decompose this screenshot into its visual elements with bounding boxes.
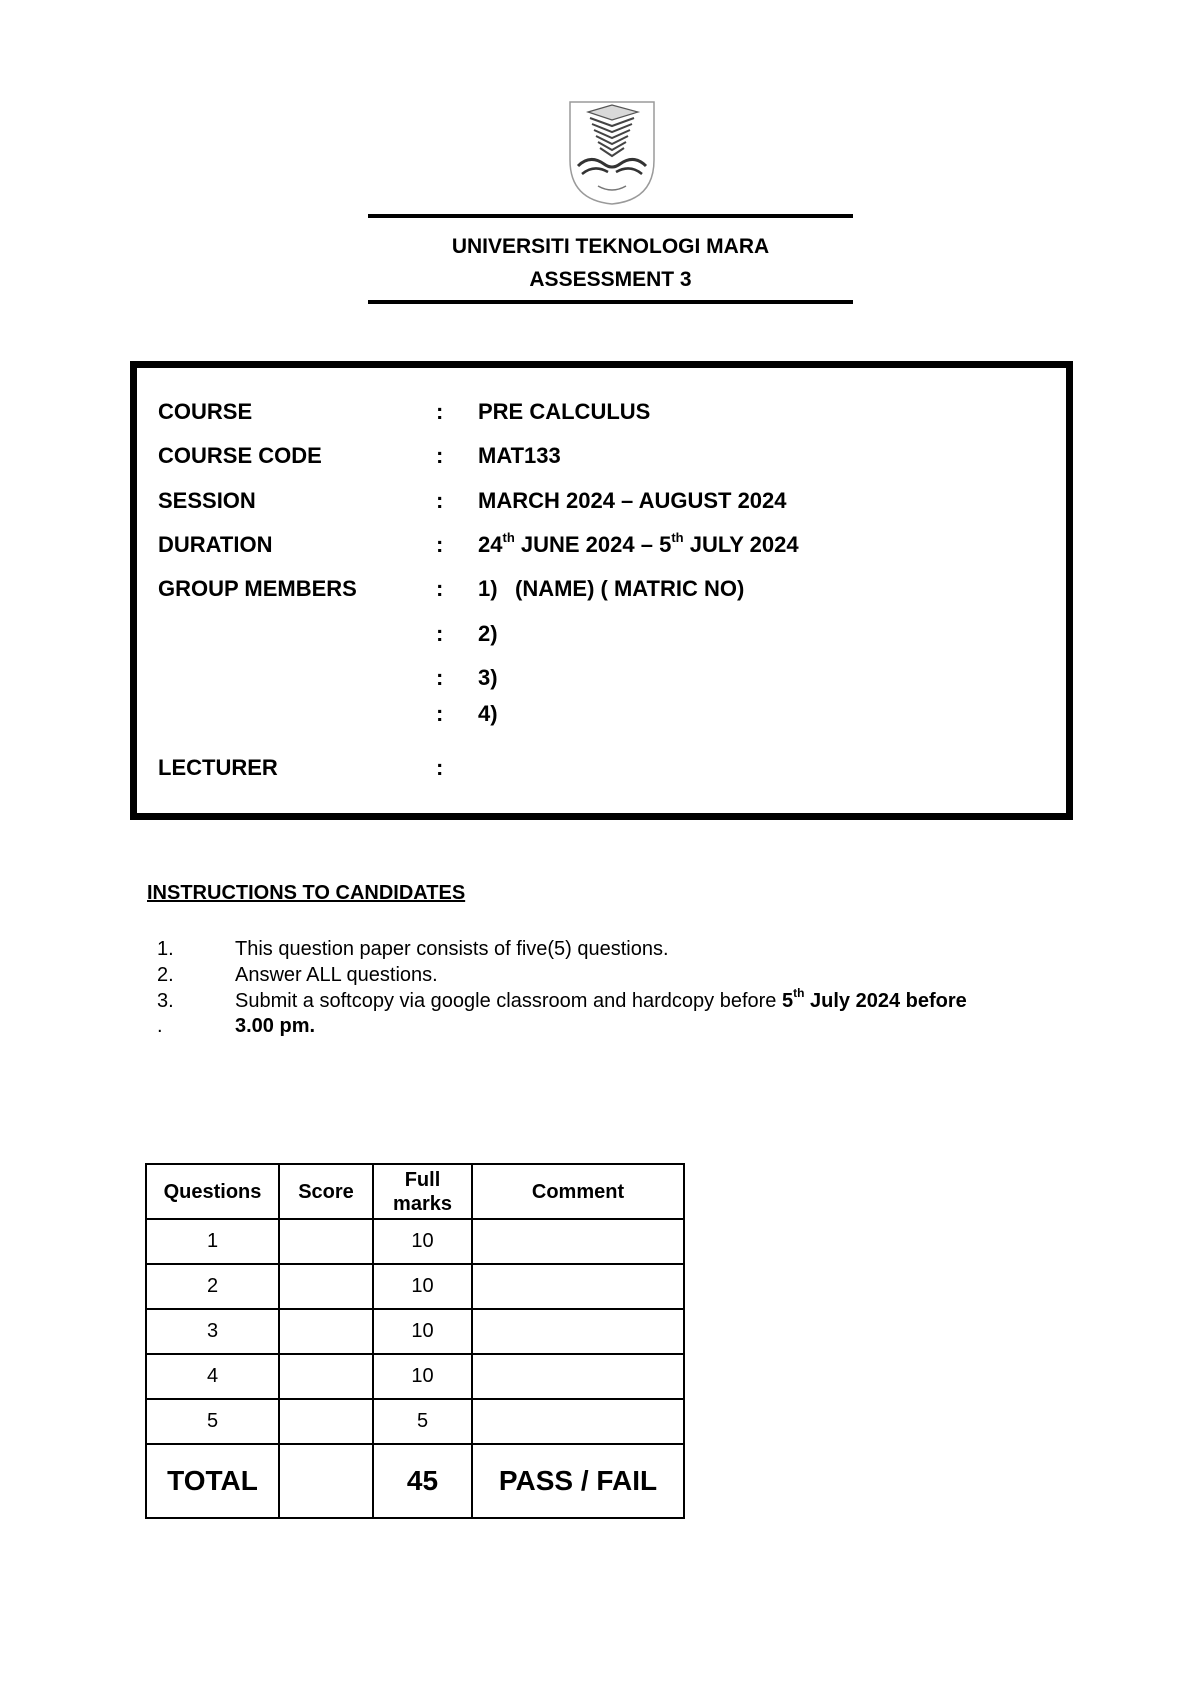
course-label: COURSE	[158, 399, 253, 424]
university-name: UNIVERSITI TEKNOLOGI MARA	[451, 235, 770, 258]
colon: :	[436, 701, 444, 726]
instruction-text: Submit a softcopy via google classroom and hardcopy before 5th July 2024 before	[235, 986, 967, 1012]
instruction-text: Answer ALL questions.	[235, 964, 438, 986]
table-total-row	[146, 1444, 684, 1518]
score-cell[interactable]	[279, 1264, 373, 1309]
column-header-score: Score	[279, 1164, 373, 1219]
table-row	[146, 1264, 684, 1309]
table-header-row	[146, 1164, 684, 1219]
score-cell[interactable]	[279, 1354, 373, 1399]
score-table	[145, 1163, 685, 1519]
instruction-number: 3.	[157, 990, 174, 1012]
lecturer-label: LECTURER	[158, 755, 278, 780]
total-full-marks: 45	[373, 1444, 472, 1518]
table-row	[146, 1354, 684, 1399]
colon: :	[436, 532, 444, 557]
course-code-label: COURSE CODE	[158, 443, 322, 468]
column-header-questions: Questions	[146, 1164, 279, 1219]
total-result: PASS / FAIL	[472, 1444, 684, 1518]
session-value: MARCH 2024 – AUGUST 2024	[478, 488, 787, 513]
uitm-crest-icon	[568, 100, 656, 206]
member-number: 3)	[478, 665, 498, 690]
instruction-text: This question paper consists of five(5) questions.	[235, 938, 669, 960]
score-cell[interactable]	[279, 1219, 373, 1264]
full-marks-cell: 5	[373, 1399, 472, 1444]
course-value: PRE CALCULUS	[478, 399, 651, 424]
colon: :	[436, 576, 444, 601]
instructions-heading: INSTRUCTIONS TO CANDIDATES	[147, 882, 466, 904]
session-label: SESSION	[158, 488, 256, 513]
colon: :	[436, 443, 444, 468]
member-value[interactable]: (NAME) ( MATRIC NO)	[515, 576, 745, 601]
comment-cell[interactable]	[472, 1354, 684, 1399]
member-number: 1)	[478, 576, 498, 601]
full-marks-cell: 10	[373, 1219, 472, 1264]
table-row	[146, 1399, 684, 1444]
instruction-continuation: 3.00 pm.	[235, 1015, 316, 1037]
full-marks-cell: 10	[373, 1309, 472, 1354]
full-marks-cell: 10	[373, 1354, 472, 1399]
comment-cell[interactable]	[472, 1399, 684, 1444]
member-number: 2)	[478, 621, 498, 646]
question-cell: 4	[146, 1354, 279, 1399]
title-block	[368, 230, 853, 296]
column-header-comment: Comment	[472, 1164, 684, 1219]
question-cell: 1	[146, 1219, 279, 1264]
instruction-number: 2.	[157, 964, 174, 986]
question-cell: 3	[146, 1309, 279, 1354]
colon: :	[436, 621, 444, 646]
comment-cell[interactable]	[472, 1309, 684, 1354]
table-row	[146, 1309, 684, 1354]
title-rule-bottom	[368, 300, 853, 304]
comment-cell[interactable]	[472, 1264, 684, 1309]
title-rule-top	[368, 214, 853, 218]
instruction-dot: .	[157, 1015, 163, 1037]
instruction-number: 1.	[157, 938, 174, 960]
colon: :	[436, 399, 444, 424]
score-cell[interactable]	[279, 1399, 373, 1444]
duration-value: 24th JUNE 2024 – 5th JULY 2024	[478, 529, 799, 557]
table-row	[146, 1219, 684, 1264]
column-header-full-marks: Full marks	[373, 1164, 472, 1219]
assessment-title: ASSESSMENT 3	[529, 268, 692, 291]
score-cell[interactable]	[279, 1309, 373, 1354]
full-marks-cell: 10	[373, 1264, 472, 1309]
course-code-value: MAT133	[478, 443, 561, 468]
question-cell: 2	[146, 1264, 279, 1309]
colon: :	[436, 488, 444, 513]
duration-label: DURATION	[158, 532, 273, 557]
total-label: TOTAL	[146, 1444, 279, 1518]
question-cell: 5	[146, 1399, 279, 1444]
comment-cell[interactable]	[472, 1219, 684, 1264]
group-members-label: GROUP MEMBERS	[158, 576, 357, 601]
total-score-cell[interactable]	[279, 1444, 373, 1518]
member-number: 4)	[478, 701, 498, 726]
colon: :	[436, 755, 444, 780]
colon: :	[436, 665, 444, 690]
